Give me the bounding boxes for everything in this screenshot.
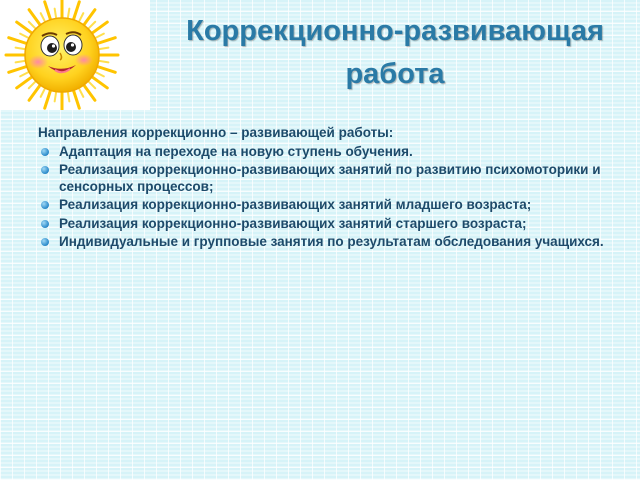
sun-ray: [96, 66, 115, 72]
sun-ray: [9, 66, 28, 72]
round-bullet-icon: [41, 220, 49, 228]
list-item: [38, 216, 613, 233]
sun-ray: [45, 89, 51, 108]
sun-ray: [45, 2, 51, 21]
round-bullet-icon: [41, 238, 49, 246]
section-subheading: Направления коррекционно – развивающей работы:: [38, 125, 394, 140]
list-item: [38, 234, 613, 251]
list-item-text: Адаптация на переходе на новую ступень обучения.: [59, 143, 413, 159]
smiling-sun-icon: [0, 0, 150, 110]
list-item: [38, 162, 613, 195]
list-item-text: Реализация коррекционно-развивающих занятий младшего возраста;: [59, 197, 532, 212]
sun-ray: [9, 38, 28, 44]
round-bullet-icon: [41, 148, 49, 156]
slide-title: Коррекционно-развивающая работа: [186, 15, 604, 90]
round-bullet-icon: [41, 166, 49, 174]
sun-ray: [96, 38, 115, 44]
sun-illustration: [0, 0, 150, 110]
list-item: [38, 197, 613, 214]
list-item: [38, 144, 613, 161]
directions-list: [38, 144, 613, 251]
sun-ray: [73, 89, 79, 108]
slide-body: [38, 125, 613, 253]
list-item-text: Реализация коррекционно-развивающих занятий старшего возраста;: [59, 215, 527, 231]
list-item-text: Реализация коррекционно-развивающих занятий по развитию психомоторики и сенсорных процессов;: [59, 162, 601, 194]
round-bullet-icon: [41, 201, 49, 209]
sun-ray: [73, 2, 79, 21]
list-item-text: Индивидуальные и групповые занятия по результатам обследования учащихся.: [59, 234, 604, 249]
